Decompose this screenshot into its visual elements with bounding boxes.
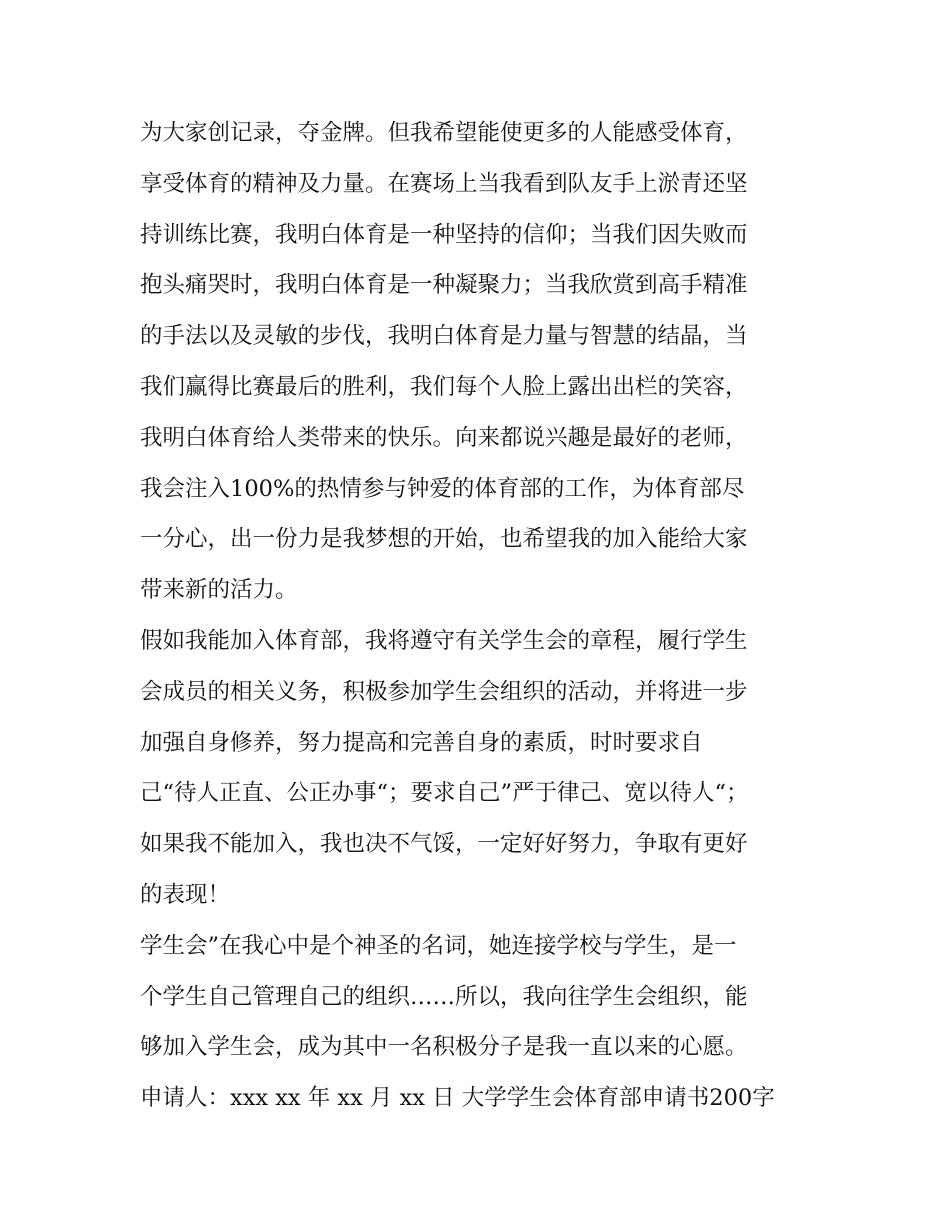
- text-line: 学生会”在我心中是个神圣的名词，她连接学校与学生，是一: [140, 932, 737, 959]
- text-line: 为大家创记录，夺金牌。但我希望能使更多的人能感受体育，: [140, 120, 748, 146]
- text-line: 个学生自己管理自己的组织……所以，我向往学生会组织，能: [140, 983, 748, 1010]
- text-line: 如果我不能加入，我也决不气馁，一定好好努力，争取有更好: [140, 831, 748, 858]
- text-line: 带来新的活力。: [140, 577, 298, 604]
- text-line: 我会注入100%的热情参与钟爱的体育部的工作，为体育部尽: [140, 475, 745, 502]
- text-line: 的表现！: [140, 881, 231, 908]
- text-line: 一分心，出一份力是我梦想的开始，也希望我的加入能给大家: [140, 526, 748, 553]
- text-line: 己“待人正直、公正办事“；要求自己”严于律己、宽以待人“；: [140, 780, 749, 807]
- text-line: 抱头痛哭时，我明白体育是一种凝聚力；当我欣赏到高手精准: [140, 272, 748, 299]
- text-line: 的手法以及灵敏的步伐，我明白体育是力量与智慧的结晶，当: [140, 323, 748, 350]
- text-line: 假如我能加入体育部，我将遵守有关学生会的章程，履行学生: [140, 627, 748, 654]
- text-line: 享受体育的精神及力量。在赛场上当我看到队友手上淤青还坚: [140, 170, 748, 197]
- text-line: 加强自身修养，努力提高和完善自身的素质，时时要求自: [140, 729, 703, 756]
- document-body: [140, 108, 820, 1124]
- text-line: 会成员的相关义务，积极参加学生会组织的活动，并将进一步: [140, 678, 748, 705]
- text-line: 我明白体育给人类带来的快乐。向来都说兴趣是最好的老师，: [140, 424, 748, 451]
- text-line: 我们赢得比赛最后的胜利，我们每个人脸上露出出栏的笑容，: [140, 373, 748, 400]
- signature-line: 申请人：xxx xx 年 xx 月 xx 日 大学学生会体育部申请书200字: [140, 1085, 775, 1112]
- text-line: 持训练比赛，我明白体育是一种坚持的信仰；当我们因失败而: [140, 221, 748, 248]
- text-line: 够加入学生会，成为其中一名积极分子是我一直以来的心愿。: [140, 1034, 748, 1061]
